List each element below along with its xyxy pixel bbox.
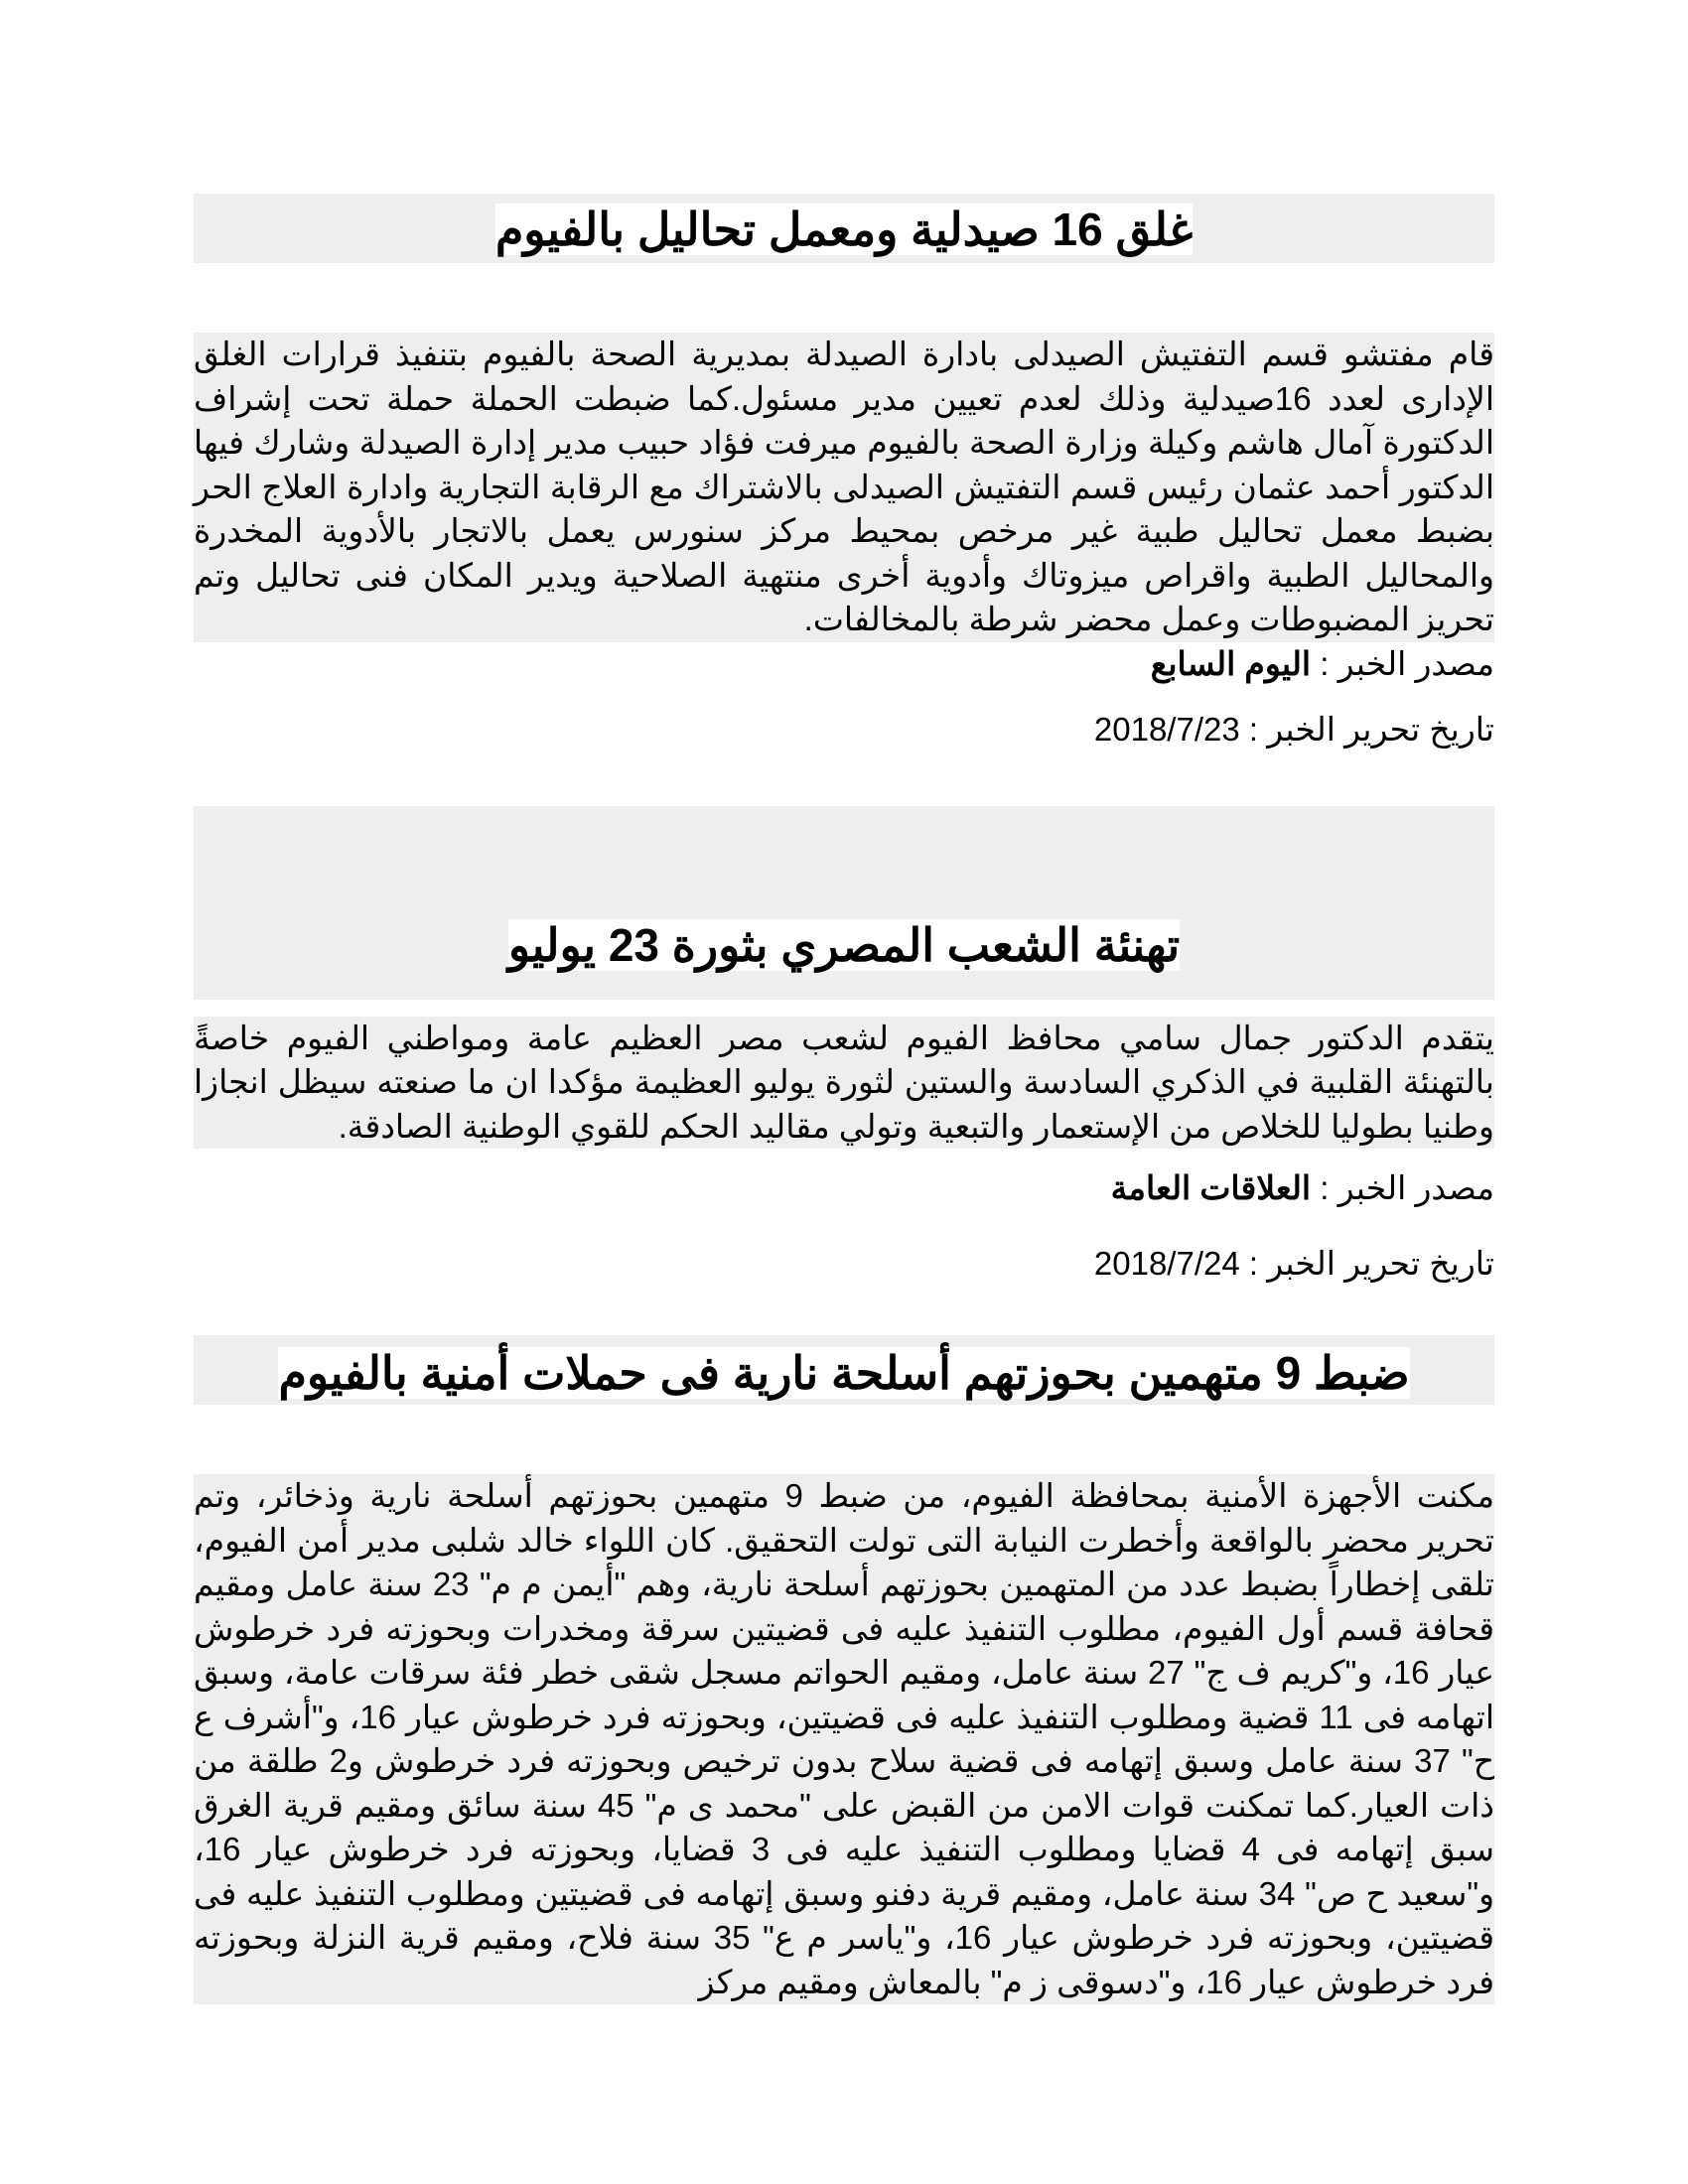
source-label: مصدر الخبر : [1320, 644, 1494, 682]
article-2-headline: تهنئة الشعب المصري بثورة 23 يوليو [507, 918, 1181, 971]
document-page [194, 194, 1494, 2004]
article-1-date [194, 708, 1494, 751]
date-label: تاريخ تحرير الخبر : [1248, 710, 1494, 748]
article-2-source [194, 1166, 1494, 1210]
date-label: تاريخ تحرير الخبر : [1248, 1245, 1494, 1282]
date-value: 2018/7/24 [1093, 1245, 1240, 1282]
article-1-source [194, 642, 1494, 686]
source-value: العلاقات العامة [1110, 1169, 1312, 1206]
source-label: مصدر الخبر : [1320, 1169, 1494, 1206]
article-2-date [194, 1242, 1494, 1286]
article-3-headline-box [194, 1335, 1494, 1405]
article-3-body: مكنت الأجهزة الأمنية بمحافظة الفيوم، من ضبط 9 متهمين بحوزتهم أسلحة نارية وذخائر، وتم تحرير محضر بالواقعة وأخطرت النيابة التى تولت التحقيق. كان اللواء خالد شلبى مدير أمن الفيوم، تلقى إخطاراً بضبط عدد من المتهمين بحوزتهم أسلحة نارية، وهم "أيمن م م" 23 سنة عامل ومقيم قحافة قسم أول الفيوم، مطلوب التنفيذ عليه فى قضيتين سرقة ومخدرات وبحوزته فرد خرطوش عيار 16، و"كريم ف ج" 27 سنة عامل، ومقيم الحواتم مسجل شقى خطر فئة سرقات عامة، وسبق اتهامه فى 11 قضية ومطلوب التنفيذ عليه فى قضيتين، وبحوزته فرد خرطوش عيار 16، و"أشرف ع ح" 37 سنة عامل وسبق إتهامه فى قضية سلاح بدون ترخيص وبحوزته فرد خرطوش و2 طلقة من ذات العيار.كما تمكنت قوات الامن من القبض على "محمد ى م" 45 سنة سائق ومقيم قرية الغرق سبق إتهامه فى 4 قضايا ومطلوب التنفيذ عليه فى 3 قضايا، وبحوزته فرد خرطوش عيار 16، و"سعيد ح ص" 34 سنة عامل، ومقيم قرية دفنو وسبق إتهامه فى قضيتين ومطلوب التنفيذ عليه فى قضيتين، وبحوزته فرد خرطوش عيار 16، و"ياسر م ع" 35 سنة فلاح، ومقيم قرية النزلة وبحوزته فرد خرطوش عيار 16، و"دسوقى ز م" بالمعاش ومقيم مركز [194, 1474, 1494, 2004]
article-1-body: قام مفتشو قسم التفتيش الصيدلى بادارة الصيدلة بمديرية الصحة بالفيوم بتنفيذ قرارات الغلق الإدارى لعدد 16صيدلية وذلك لعدم تعيين مدير مسئول.كما ضبطت الحملة حملة تحت إشراف الدكتورة آمال هاشم وكيلة وزارة الصحة بالفيوم ميرفت فؤاد حبيب مدير إدارة الصيدلة وشارك فيها الدكتور أحمد عثمان رئيس قسم التفتيش الصيدلى بالاشتراك مع الرقابة التجارية وادارة العلاج الحر بضبط معمل تحاليل طبية غير مرخص بمحيط مركز سنورس يعمل بالاتجار بالأدوية المخدرة والمحاليل الطبية واقراص ميزوتاك وأدوية أخرى منتهية الصلاحية ويدير المكان فنى تحاليل وتم تحريز المضبوطات وعمل محضر شرطة بالمخالفات. [194, 333, 1494, 642]
article-3-headline: ضبط 9 متهمين بحوزتهم أسلحة نارية فى حملات أمنية بالفيوم [278, 1347, 1410, 1399]
article-2-header-block [194, 806, 1494, 1000]
date-value: 2018/7/23 [1093, 710, 1240, 748]
article-1-headline-box [194, 194, 1494, 263]
source-value: اليوم السابع [1150, 644, 1312, 682]
article-2-headline-box [194, 917, 1494, 975]
article-1-headline: غلق 16 صيدلية ومعمل تحاليل بالفيوم [494, 204, 1194, 255]
article-2-body: يتقدم الدكتور جمال سامي محافظ الفيوم لشعب مصر العظيم عامة ومواطني الفيوم خاصةً بالتهنئة القلبية في الذكري السادسة والستين لثورة يوليو العظيمة مؤكدا ان ما صنعته سيظل انجازا وطنيا بطوليا للخلاص من الإستعمار والتبعية وتولي مقاليد الحكم للقوي الوطنية الصادقة. [194, 1017, 1494, 1150]
